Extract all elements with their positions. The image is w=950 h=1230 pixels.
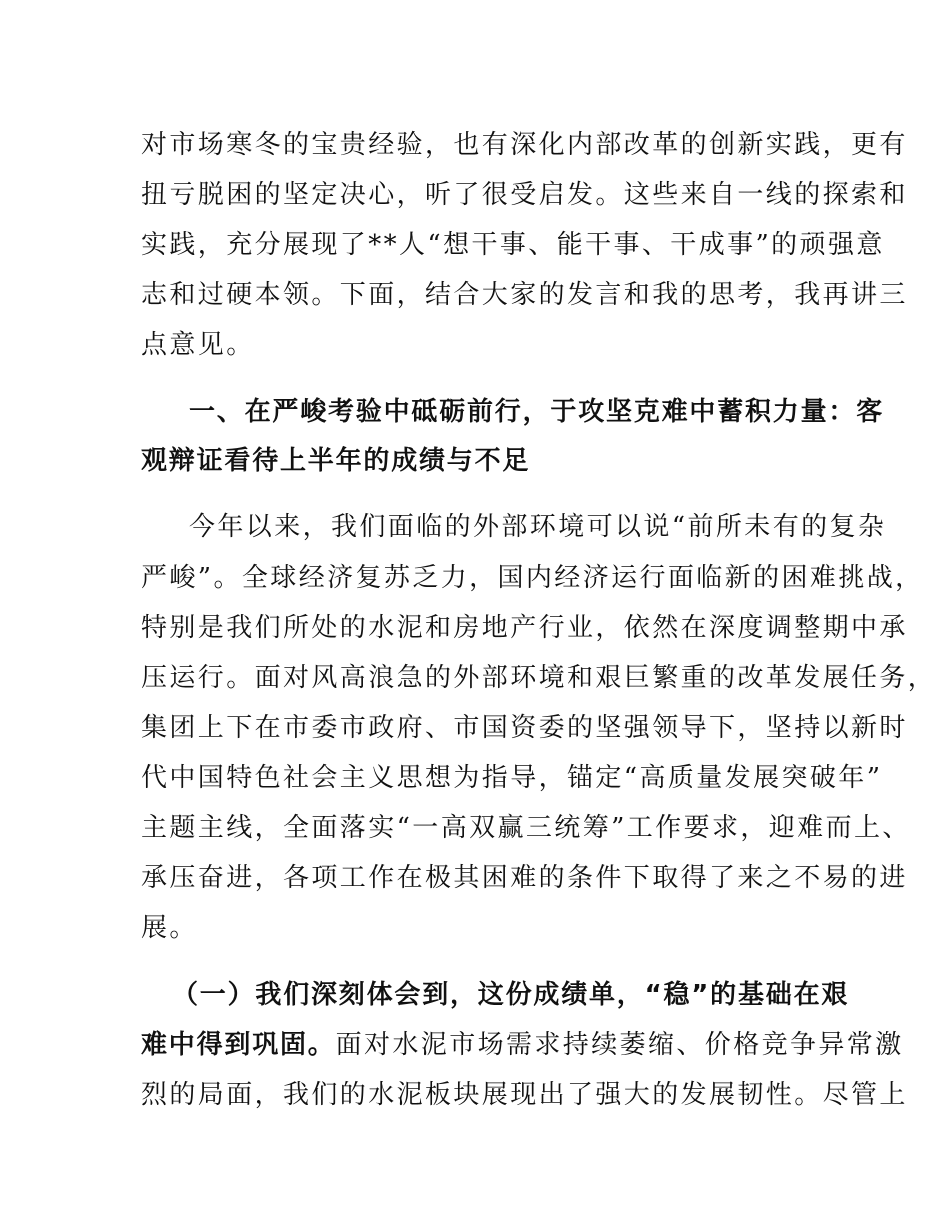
section-heading-line-1: 一、在严峻考验中砥砺前行，于攻坚克难中蓄积力量：客 [189, 397, 885, 427]
subsection-line-3: 烈的局面，我们的水泥板块展现出了强大的发展韧性。尽管上 [141, 1080, 908, 1110]
subsection-line-2-text: 面对水泥市场需求持续萎缩、价格竞争异常激 [335, 1030, 904, 1060]
intro-paragraph-line-1: 对市场寒冬的宝贵经验，也有深化内部改革的创新实践，更有 [141, 130, 908, 160]
subsection-heading-line-1: （一）我们深刻体会到，这份成绩单，“稳”的基础在艰 [172, 980, 850, 1010]
body-paragraph-line-1: 今年以来，我们面临的外部环境可以说“前所未有的复杂 [189, 512, 887, 542]
intro-paragraph-line-3: 实践，充分展现了**人“想干事、能干事、干成事”的顽强意 [141, 230, 885, 260]
subsection-line-2 [141, 1028, 904, 1062]
intro-paragraph-line-2: 扭亏脱困的坚定决心，听了很受启发。这些来自一线的探索和 [141, 180, 908, 210]
body-paragraph-line-5: 集团上下在市委市政府、市国资委的坚强领导下，坚持以新时 [141, 713, 908, 743]
subsection-heading-tail: 难中得到巩固。 [141, 1030, 336, 1060]
body-paragraph-line-9: 展。 [141, 913, 198, 943]
body-paragraph-line-2: 严峻”。全球经济复苏乏力，国内经济运行面临新的困难挑战， [141, 563, 924, 593]
section-heading-line-2: 观辩证看待上半年的成绩与不足 [141, 446, 531, 476]
body-paragraph-line-7: 主题主线，全面落实“一高双赢三统筹”工作要求，迎难而上、 [141, 813, 911, 843]
intro-paragraph-line-5: 点意见。 [141, 330, 255, 360]
body-paragraph-line-8: 承压奋进，各项工作在极其困难的条件下取得了来之不易的进 [141, 863, 908, 893]
intro-paragraph-line-4: 志和过硬本领。下面，结合大家的发言和我的思考，我再讲三 [141, 280, 908, 310]
body-paragraph-line-6: 代中国特色社会主义思想为指导，锚定“高质量发展突破年” [141, 763, 883, 793]
body-paragraph-line-4: 压运行。面对风高浪急的外部环境和艰巨繁重的改革发展任务， [141, 663, 937, 693]
body-paragraph-line-3: 特别是我们所处的水泥和房地产行业，依然在深度调整期中承 [141, 613, 908, 643]
